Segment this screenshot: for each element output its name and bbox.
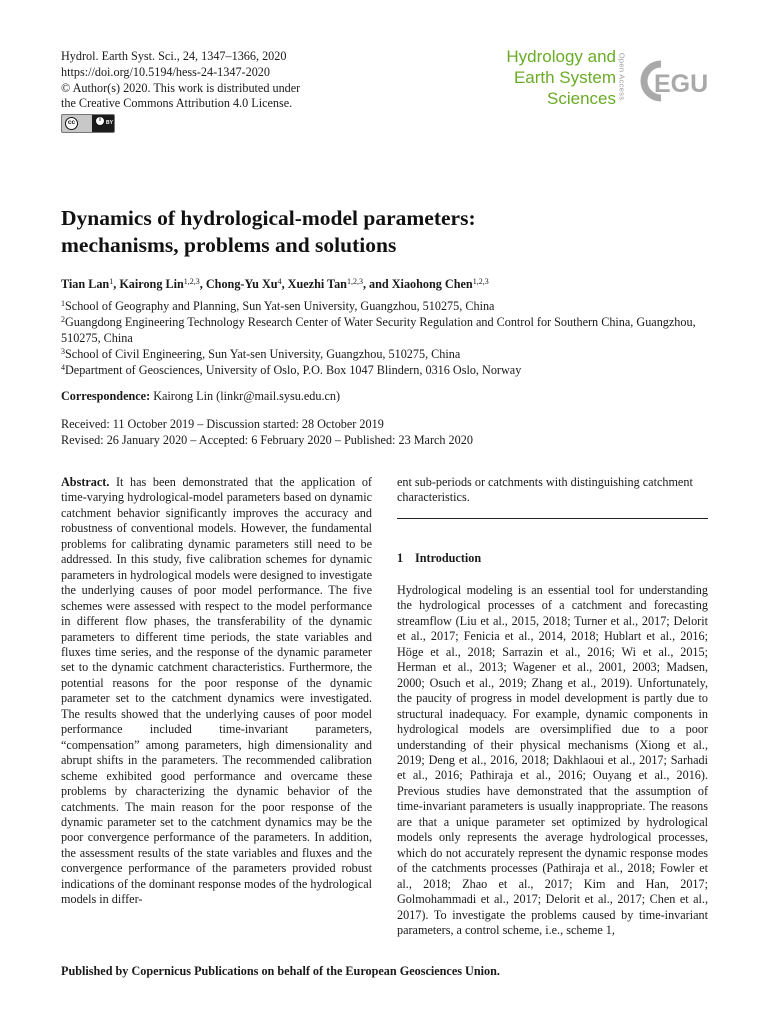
affiliation: $^2$Guangdong Engineering Technology Research Center of Water Security Regulation and Control for Southern China, Guangzhou, 510275, China	[61, 315, 696, 345]
abstract-label: Abstract.	[61, 475, 110, 489]
author-name: Xiaohong Chen	[391, 277, 473, 291]
affiliation: $^1$School of Geography and Planning, Sun Yat-sen University, Guangzhou, 510275, China	[61, 299, 495, 313]
section-divider	[397, 518, 708, 519]
author-name: Tian Lan	[61, 277, 110, 291]
publisher-footer: Published by Copernicus Publications on behalf of the European Geosciences Union.	[61, 964, 500, 978]
abstract-text: It has been demonstrated that the application of time-varying hydrological-model parameters based on dynamic catchment behavior significantly improves the accuracy and robustness of conventional models. However, the fundamental problems for calibrating dynamic parameters still need to be addressed. In this study, five calibration schemes for dynamic parameters in hydrological models were designed to investigate the underlying causes of poor model performance. The five schemes were assessed with respect to the model performance in different flow phases, the transferability of the dynamic parameters to different time periods, the state variables and fluxes time series, and the response of the dynamic parameter set to the dynamic catchment characteristics. Furthermore, the potential reasons for the poor response of the dynamic parameter set to the catchment dynamics were investigated. The results showed that the underlying causes of poor model performance included time-invariant parameters, “compensation” among parameters, high dimensionality and abrupt shifts in the parameters. The recommended calibration scheme exhibited good performance and overcame these problems by characterizing the dynamic behavior of the catchments. The main reason for the poor response of the dynamic parameter set to the catchment dynamics may be the poor convergence performance of the parameters. In addition, the assessment results of the state variables and fluxes and the convergence performance of the parameters provided robust indications of the dominant response modes of the hydrological models in differ-	[61, 475, 372, 907]
introduction-text: Hydrological modeling is an essential tool for understanding the hydrological processes of a catchment and forecasting streamflow (Liu et al., 2015, 2018; Turner et al., 2017; Delorit et al., 2017; Fenicia et al., 2014, 2018; Hublart et al., 2016; Höge et al., 2018; Sarrazin et al., 2016; Wi et al., 2015; Herman et al., 2013; Wagener et al., 2001, 2003; Madsen, 2000; Osuch et al., 2019; Zhang et al., 2019). Unfortunately, the paucity of progress in model development is partly due to structural inadequacy. For example, dynamic components in hydrological models are oversimplified due to a poor understanding of their physical mechanisms (Xiong et al., 2019; Deng et al., 2016, 2018; Dakhlaoui et al., 2017; Sarhadi et al., 2016; Pathiraja et al., 2016; Ouyang et al., 2016). Previous studies have demonstrated that the assumption of time-invariant parameters is usually inappropriate. The reasons are that a unique parameter set optimized by hydrological models only represents the average hydrological processes, which do not accurately represent the dynamic response modes of the catchments processes (Pathiraja et al., 2018; Fowler et al., 2018; Zhao et al., 2017; Kim and Han, 2017; Golmohammadi et al., 2017; Delorit et al., 2017; Chen et al., 2017). To investigate the problems caused by time-invariant parameters, a control scheme, i.e., scheme 1,	[397, 583, 708, 937]
abstract	[61, 475, 372, 908]
author-affiliation-mark: 1,2,3	[183, 277, 200, 286]
article-dates: Received: 11 October 2019 – Discussion started: 28 October 2019 Revised: 26 January 2020 – Accepted: 6 February 2020 – Published: 23 March 2020	[61, 417, 473, 447]
section-heading: 1 Introduction	[397, 551, 482, 565]
egu-logo-icon	[635, 52, 710, 110]
affiliation: $^3$School of Civil Engineering, Sun Yat-sen University, Guangzhou, 510275, China	[61, 347, 461, 361]
license-text: the Creative Commons Attribution 4.0 License.	[61, 96, 293, 111]
citation: Hydrol. Earth Syst. Sci., 24, 1347–1366, 2020	[61, 49, 287, 63]
author-affiliation-mark: 1	[109, 277, 114, 286]
article-title: Dynamics of hydrological-model parameters: mechanisms, problems and solutions	[61, 206, 476, 257]
cc-icon: cc	[65, 117, 78, 130]
egu-logo-text: EGU	[654, 70, 709, 98]
author-list: Tian Lan$^1$, Kairong Lin$^{1,2,3}$, Chong-Yu Xu$^4$, Xuezhi Tan$^{1,2,3}$, and Xiaohong Chen$^{1,2,3}$	[61, 277, 489, 291]
author-name: Xuezhi Tan	[287, 277, 347, 291]
affiliation-list	[61, 298, 711, 378]
open-access-label: Open Access	[617, 52, 627, 101]
journal-name[interactable]: Hydrology and Earth System Sciences	[506, 47, 616, 108]
author-name: Chong-Yu Xu	[205, 277, 278, 291]
author-name: Kairong Lin	[119, 277, 184, 291]
correspondence-email[interactable]: Kairong Lin (linkr@mail.sysu.edu.cn)	[150, 389, 341, 403]
doi-link[interactable]: https://doi.org/10.5194/hess-24-1347-2020	[61, 64, 270, 79]
copyright: © Author(s) 2020. This work is distributed under	[61, 80, 301, 95]
author-affiliation-mark: 1,2,3	[472, 277, 489, 286]
person-icon: i	[95, 116, 105, 126]
abstract-continued: ent sub-periods or catchments with distinguishing catchment characteristics.	[397, 475, 693, 505]
author-affiliation-mark: 1,2,3	[346, 277, 363, 286]
header-meta	[61, 49, 391, 112]
cc-by-label: BY	[106, 120, 113, 126]
correspondence: Correspondence: Kairong Lin (linkr@mail.sysu.edu.cn)	[61, 389, 341, 403]
affiliation: $^4$Department of Geosciences, University of Oslo, P.O. Box 1047 Blindern, 0316 Oslo, Norway	[61, 363, 522, 377]
author-affiliation-mark: 4	[277, 277, 282, 286]
cc-by-badge-icon[interactable]	[61, 114, 115, 133]
